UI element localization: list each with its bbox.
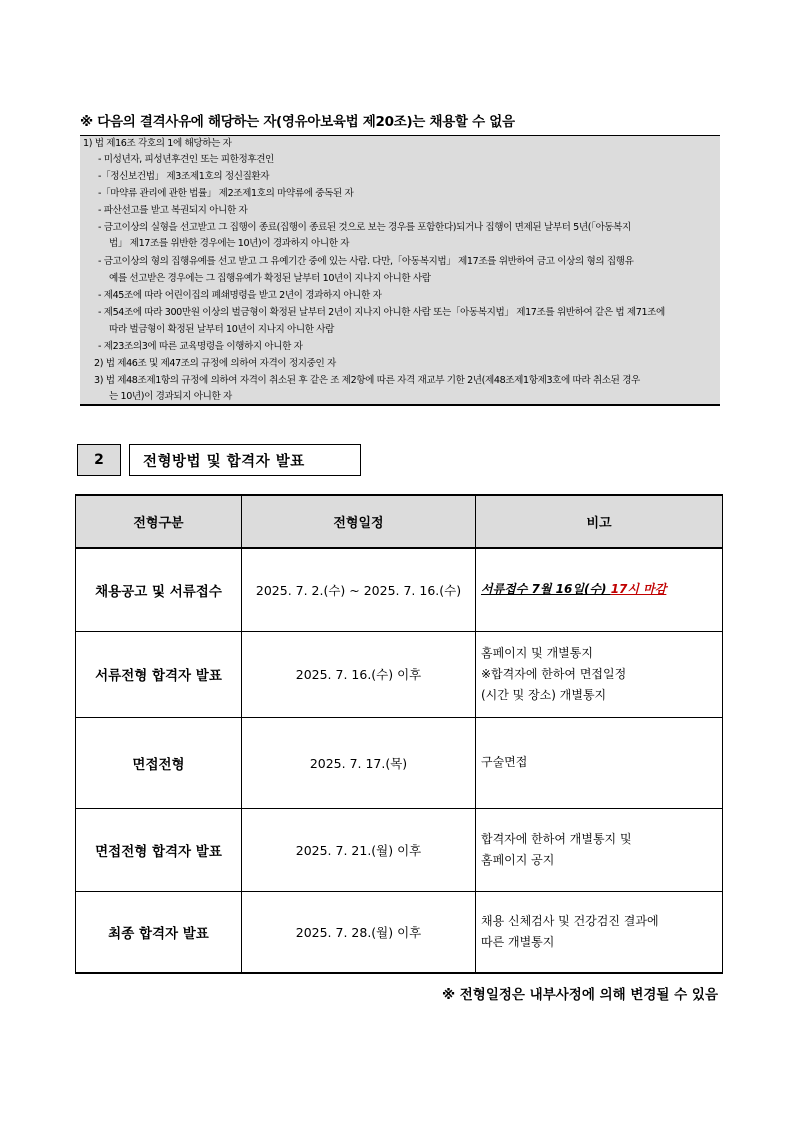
header-schedule: 전형일정: [242, 495, 476, 548]
note-line: 홈페이지 공지: [481, 852, 555, 867]
disq-line: - 제45조에 따라 어린이집의 폐쇄명령을 받고 2년이 경과하지 아니한 자: [98, 290, 382, 301]
row-category: 면접전형 합격자 발표: [76, 808, 242, 891]
deadline-text: 서류접수 7월 16일(수): [481, 582, 611, 597]
disq-line: 법」 제17조를 위반한 경우에는 10년)이 경과하지 아니한 자: [109, 238, 350, 249]
note-line: 채용 신체검사 및 건강검진 결과에: [481, 913, 659, 928]
row-date: 2025. 7. 17.(목): [242, 717, 476, 808]
disq-line: 는 10년)이 경과되지 아니한 자: [109, 391, 232, 402]
section-title: 전형방법 및 합격자 발표: [129, 444, 361, 476]
row-category: 서류전형 합격자 발표: [76, 631, 242, 717]
row-note: [476, 808, 723, 891]
row-date: 2025. 7. 21.(월) 이후: [242, 808, 476, 891]
table-row: [76, 548, 723, 631]
row-category: 면접전형: [76, 717, 242, 808]
row-date: 2025. 7. 28.(월) 이후: [242, 891, 476, 973]
note-line: 합격자에 한하여 개별통지 및: [481, 831, 632, 846]
header-remarks: 비고: [476, 495, 723, 548]
schedule-change-footnote: ※ 전형일정은 내부사정에 의해 변경될 수 있음: [441, 987, 718, 1003]
row-category: 최종 합격자 발표: [76, 891, 242, 973]
disq-line: - 제54조에 따라 300만원 이상의 벌금형이 확정된 날부터 2년이 지나지 아니한 사람 또는「아동복지법」 제17조를 위반하여 같은 법 제71조에: [98, 307, 665, 318]
disq-line: - 미성년자, 피성년후견인 또는 피한정후견인: [98, 154, 274, 165]
row-date: 2025. 7. 2.(수) ~ 2025. 7. 16.(수): [242, 548, 476, 631]
table-header-row: [76, 495, 723, 548]
table-row: [76, 717, 723, 808]
disq-line: -「정신보건법」 제3조제1호의 정신질환자: [98, 171, 270, 182]
disq-line: - 파산선고를 받고 복권되지 아니한 자: [98, 205, 248, 216]
note-line: 구술면접: [481, 755, 528, 769]
disq-line: - 금고이상의 형의 집행유예를 선고 받고 그 유예기간 중에 있는 사람. 다만,「아동복지법」 제17조를 위반하여 금고 이상의 형의 집행유: [98, 256, 634, 267]
section-number: 2: [77, 444, 121, 476]
row-note: [476, 891, 723, 973]
table-row: [76, 631, 723, 717]
disq-line: 3) 법 제48조제1항의 규정에 의하여 자격이 취소된 후 같은 조 제2항에 따른 자격 재교부 기한 2년(제48조제1항제3호에 따라 취소된 경우: [94, 375, 640, 386]
row-note: [476, 717, 723, 808]
deadline-time: 17시 마감: [610, 582, 667, 597]
row-note: [476, 548, 723, 631]
schedule-table: [75, 494, 723, 974]
note-line: 홈페이지 및 개별통지: [481, 645, 593, 660]
disqualification-notice-title: ※ 다음의 결격사유에 해당하는 자(영유아보육법 제20조)는 채용할 수 없음: [80, 114, 515, 130]
note-line: ※합격자에 한하여 면접일정: [481, 666, 627, 681]
disq-line: - 제23조의3에 따른 교육명령을 이행하지 아니한 자: [98, 341, 303, 352]
disq-line: 따라 벌금형이 확정된 날부터 10년이 지나지 아니한 사람: [109, 324, 335, 335]
table-row: [76, 808, 723, 891]
note-line: 따른 개별통지: [481, 934, 555, 949]
row-date: 2025. 7. 16.(수) 이후: [242, 631, 476, 717]
row-category: 채용공고 및 서류접수: [76, 548, 242, 631]
table-row: [76, 891, 723, 973]
note-line: (시간 및 장소) 개별통지: [481, 687, 607, 702]
disq-line: - 금고이상의 실형을 선고받고 그 집행이 종료(집행이 종료된 것으로 보는 경우를 포함한다)되거나 집행이 면제된 날부터 5년(「아동복지: [98, 222, 631, 233]
disq-line: -「마약류 관리에 관한 법률」 제2조제1호의 마약류에 중독된 자: [98, 188, 354, 199]
row-note: [476, 631, 723, 717]
header-category: 전형구분: [76, 495, 242, 548]
disqualification-box: [80, 135, 720, 406]
disq-line: 1) 법 제16조 각호의 1에 해당하는 자: [83, 138, 232, 149]
disq-line: 예를 선고받은 경우에는 그 집행유예가 확정된 날부터 10년이 지나지 아니한 사람: [109, 273, 431, 284]
disq-line: 2) 법 제46조 및 제47조의 규정에 의하여 자격이 정지중인 자: [94, 358, 336, 369]
